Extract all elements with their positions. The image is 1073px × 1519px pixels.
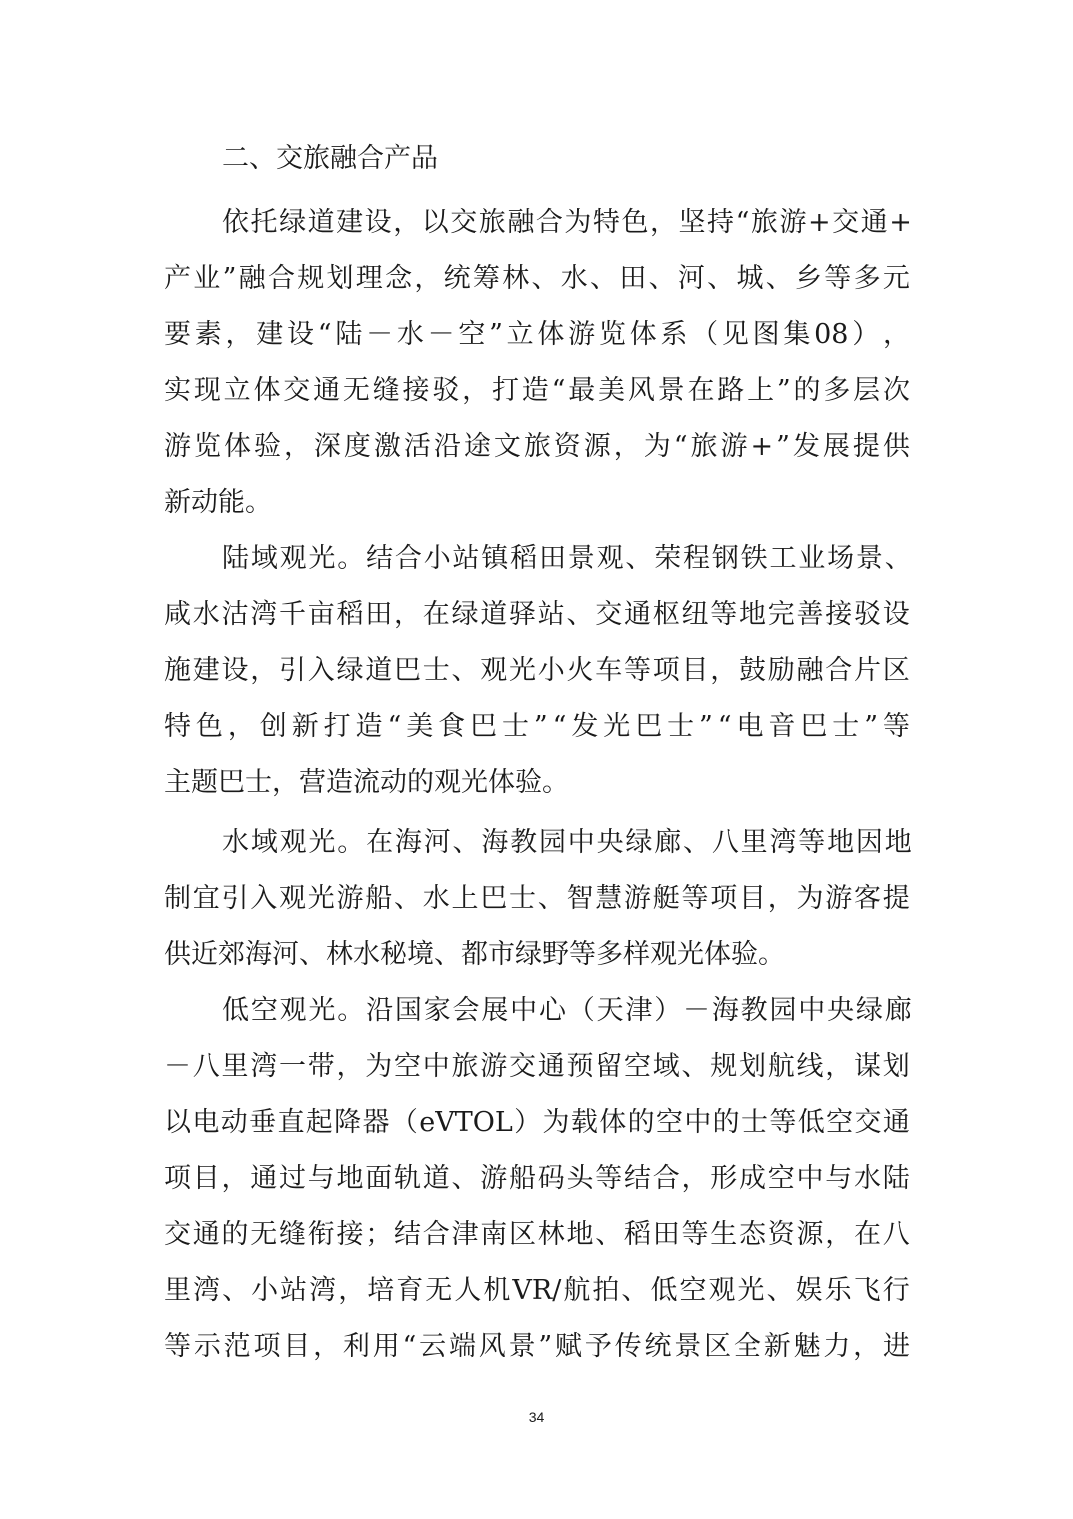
paragraph-line: 施 建 设 ， 引 入 绿 道 巴 士 、 观 光 小 火 车 等 项 目 ， 鼓 励 融 合 片 区 (164, 655, 910, 686)
paragraph-line: 主题巴士，营造流动的观光体验。 (164, 767, 569, 798)
paragraph-line: － 八 里 湾 一 带 ， 为 空 中 旅 游 交 通 预 留 空 域 、 规 划 航 线 ， 谋 划 (164, 1051, 910, 1082)
section-heading: 二、交旅融合产品 (222, 143, 438, 174)
paragraph-line: 要 素 ， 建 设 “ 陆 － 水 － 空 ” 立 体 游 览 体 系 （ 见 图 集 08 ） ， (164, 319, 910, 350)
paragraph-line: 陆 域 观 光 。 结 合 小 站 镇 稻 田 景 观 、 荣 程 钢 铁 工 业 场 景 、 (222, 543, 912, 574)
paragraph-line: 产 业 ” 融 合 规 划 理 念 ， 统 筹 林 、 水 、 田 、 河 、 城 、 乡 等 多 元 (164, 263, 910, 294)
paragraph-line: 实 现 立 体 交 通 无 缝 接 驳 ， 打 造 “ 最 美 风 景 在 路 上 ” 的 多 层 次 (164, 375, 910, 406)
paragraph-line: 依 托 绿 道 建 设 ， 以 交 旅 融 合 为 特 色 ， 坚 持 “ 旅 游 + 交 通 + (222, 207, 912, 238)
paragraph-line: 新动能。 (164, 487, 272, 518)
page-number: 34 (528, 1409, 545, 1425)
paragraph-line: 制 宜 引 入 观 光 游 船 、 水 上 巴 士 、 智 慧 游 艇 等 项 目 ， 为 游 客 提 (164, 883, 910, 914)
paragraph-line: 项 目 ， 通 过 与 地 面 轨 道 、 游 船 码 头 等 结 合 ， 形 成 空 中 与 水 陆 (164, 1163, 910, 1194)
paragraph-line: 水 域 观 光 。 在 海 河 、 海 教 园 中 央 绿 廊 、 八 里 湾 等 地 因 地 (222, 827, 912, 858)
paragraph-line: 咸 水 沽 湾 千 亩 稻 田 ， 在 绿 道 驿 站 、 交 通 枢 纽 等 地 完 善 接 驳 设 (164, 599, 910, 630)
paragraph-line: 里 湾 、 小 站 湾 ， 培 育 无 人 机 VR/ 航 拍 、 低 空 观 光 、 娱 乐 飞 行 (164, 1275, 910, 1306)
paragraph-line: 低 空 观 光 。 沿 国 家 会 展 中 心 （ 天 津 ） － 海 教 园 中 央 绿 廊 (222, 995, 912, 1026)
paragraph-line: 交 通 的 无 缝 衔 接 ； 结 合 津 南 区 林 地 、 稻 田 等 生 态 资 源 ， 在 八 (164, 1219, 910, 1250)
paragraph-line: 特 色 ， 创 新 打 造 “ 美 食 巴 士 ” “ 发 光 巴 士 ” “ 电 音 巴 士 ” 等 (164, 711, 910, 742)
paragraph-line: 游 览 体 验 ， 深 度 激 活 沿 途 文 旅 资 源 ， 为 “ 旅 游 + ” 发 展 提 供 (164, 431, 910, 462)
paragraph-line: 等 示 范 项 目 ， 利 用 “ 云 端 风 景 ” 赋 予 传 统 景 区 全 新 魅 力 ， 进 (164, 1331, 910, 1362)
paragraph-line: 供近郊海河、林水秘境、都市绿野等多样观光体验。 (164, 939, 785, 970)
paragraph-line: 以 电 动 垂 直 起 降 器 （ eVTOL ） 为 载 体 的 空 中 的 士 等 低 空 交 通 (164, 1107, 910, 1138)
